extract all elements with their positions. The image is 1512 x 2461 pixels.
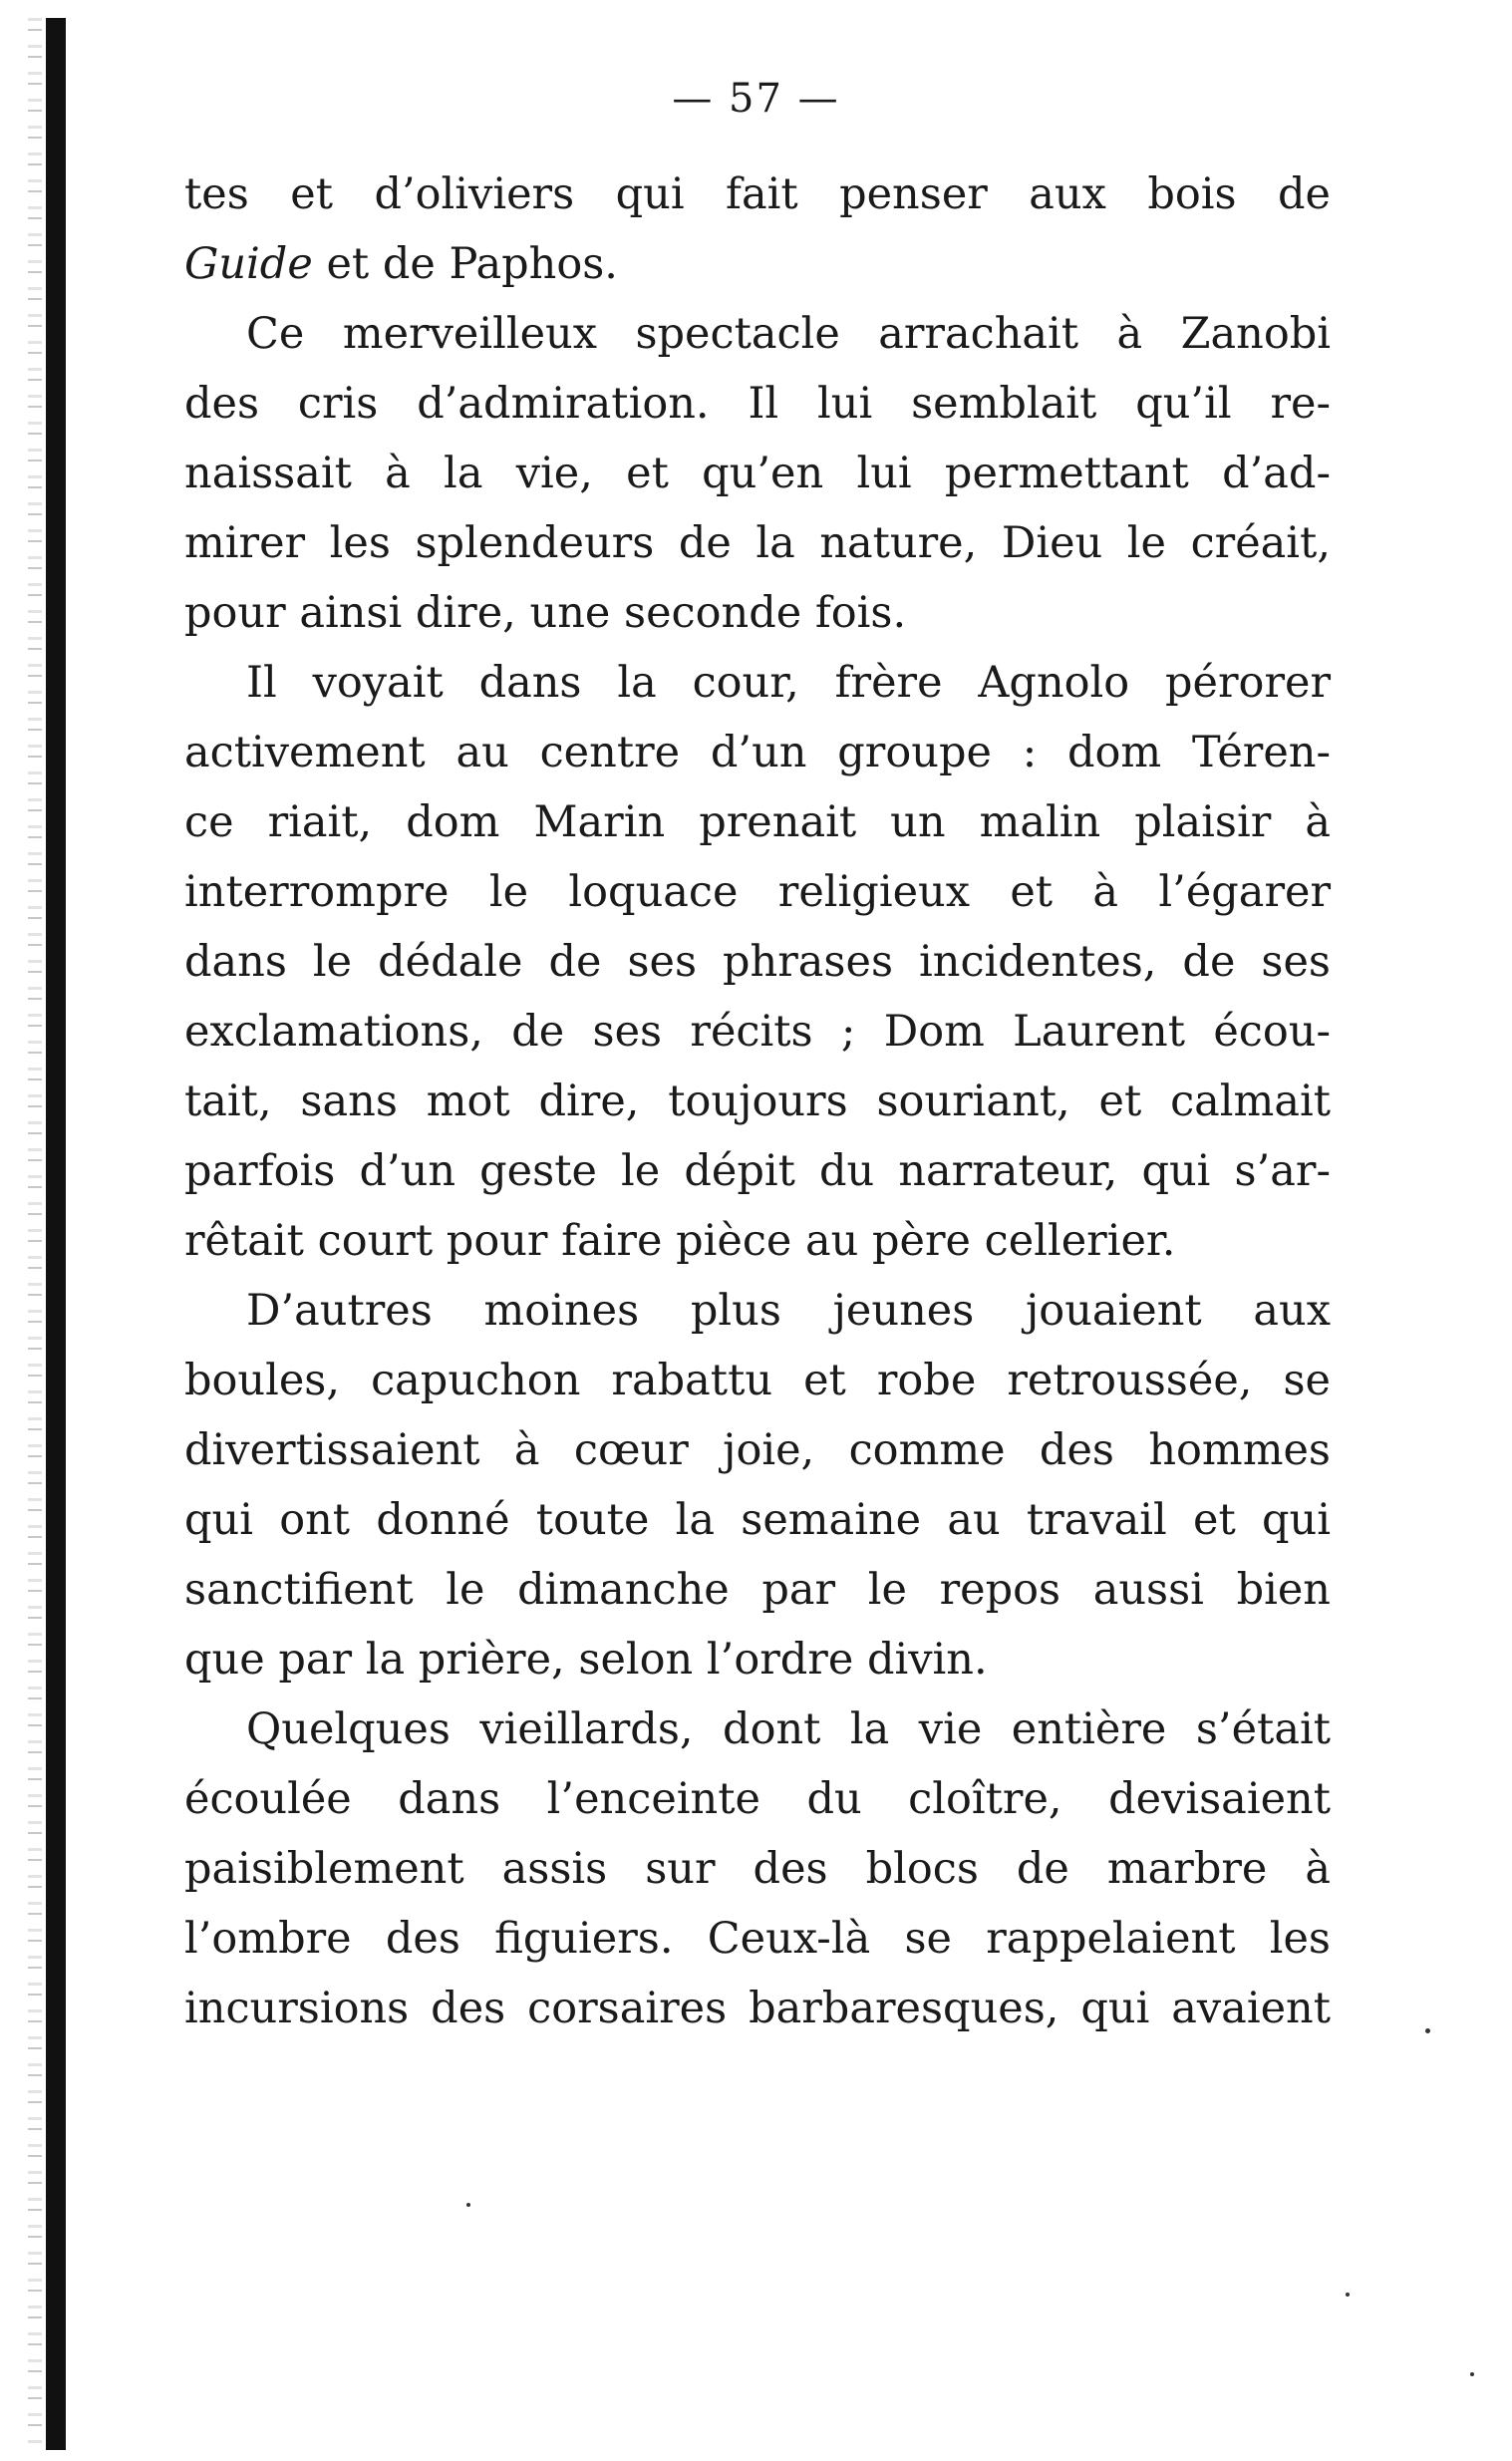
line-text: boules, capuchon rabattu et robe retroussée, se xyxy=(184,1356,1331,1405)
line-text: Quelques vieillards, dont la vie entière s’était xyxy=(246,1704,1331,1754)
text-line xyxy=(184,787,1331,857)
text-line xyxy=(184,1764,1331,1834)
line-text: naissait à la vie, et qu’en lui permettant d’ad- xyxy=(184,449,1331,498)
text-line xyxy=(184,1694,1331,1764)
text-line xyxy=(184,1625,1331,1694)
line-text: activement au centre d’un groupe : dom Téren- xyxy=(184,728,1331,777)
text-line xyxy=(184,229,1331,299)
line-text: exclamations, de ses récits ; Dom Laurent écou- xyxy=(184,1007,1331,1057)
line-text: tait, sans mot dire, toujours souriant, et calmait xyxy=(184,1077,1331,1126)
page-binding-edge xyxy=(46,18,66,2450)
line-text: incursions des corsaires barbaresques, qui avaient xyxy=(184,1984,1331,2033)
text-line xyxy=(184,1346,1331,1415)
line-text: des cris d’admiration. Il lui semblait qu’il re- xyxy=(184,379,1331,429)
line-text: tes et d’oliviers qui fait penser aux bois de xyxy=(184,169,1331,219)
text-line xyxy=(184,1485,1331,1555)
line-text: paisiblement assis sur des blocs de marbre à xyxy=(184,1844,1331,1894)
line-text: qui ont donné toute la semaine au travail et qui xyxy=(184,1495,1331,1545)
line-text: mirer les splendeurs de la nature, Dieu le créait, xyxy=(184,518,1331,568)
text-line xyxy=(184,997,1331,1067)
line-text: divertissaient à cœur joie, comme des hommes xyxy=(184,1425,1331,1475)
text-line xyxy=(184,648,1331,718)
scan-speck xyxy=(1425,2028,1430,2033)
line-text: Il voyait dans la cour, frère Agnolo pérorer xyxy=(246,658,1331,708)
line-text: l’ombre des figuiers. Ceux-là se rappelaient les xyxy=(184,1914,1331,1964)
text-line xyxy=(184,1415,1331,1485)
text-line xyxy=(184,369,1331,439)
text-line xyxy=(184,1555,1331,1625)
text-line xyxy=(184,159,1331,229)
text-line xyxy=(184,718,1331,787)
text-line xyxy=(184,1974,1331,2043)
line-text: rêtait court pour faire pièce au père cellerier. xyxy=(184,1216,1176,1266)
page-number: — 57 — xyxy=(672,76,840,122)
text-line xyxy=(184,299,1331,369)
line-text: pour ainsi dire, une seconde fois. xyxy=(184,588,907,638)
text-line xyxy=(184,439,1331,508)
text-line xyxy=(184,927,1331,997)
line-text: parfois d’un geste le dépit du narrateur, qui s’ar- xyxy=(184,1146,1331,1196)
italic-word: Guide xyxy=(184,239,313,289)
line-text: D’autres moines plus jeunes jouaient aux xyxy=(246,1286,1331,1336)
text-line xyxy=(184,1136,1331,1206)
line-text: sanctifient le dimanche par le repos aussi bien xyxy=(184,1565,1331,1615)
text-line xyxy=(184,1904,1331,1974)
line-text: que par la prière, selon l’ordre divin. xyxy=(184,1635,988,1685)
text-line xyxy=(184,508,1331,578)
scan-speck xyxy=(1470,2372,1474,2376)
text-line xyxy=(184,1206,1331,1276)
line-text: Ce merveilleux spectacle arrachait à Zanobi xyxy=(246,309,1331,359)
text-line xyxy=(184,578,1331,648)
text-line xyxy=(184,1276,1331,1346)
scan-speck xyxy=(1346,2293,1350,2297)
body-text xyxy=(184,159,1331,2043)
line-text: ce riait, dom Marin prenait un malin plaisir à xyxy=(184,797,1331,847)
text-line xyxy=(184,1067,1331,1136)
text-line xyxy=(184,857,1331,927)
text-line xyxy=(184,1834,1331,1904)
line-text: interrompre le loquace religieux et à l’égarer xyxy=(184,867,1331,917)
scan-speck xyxy=(466,2203,470,2207)
line-text: et de Paphos. xyxy=(312,239,618,289)
line-text: dans le dédale de ses phrases incidentes, de ses xyxy=(184,937,1331,987)
line-text: écoulée dans l’enceinte du cloître, devisaient xyxy=(184,1774,1331,1824)
